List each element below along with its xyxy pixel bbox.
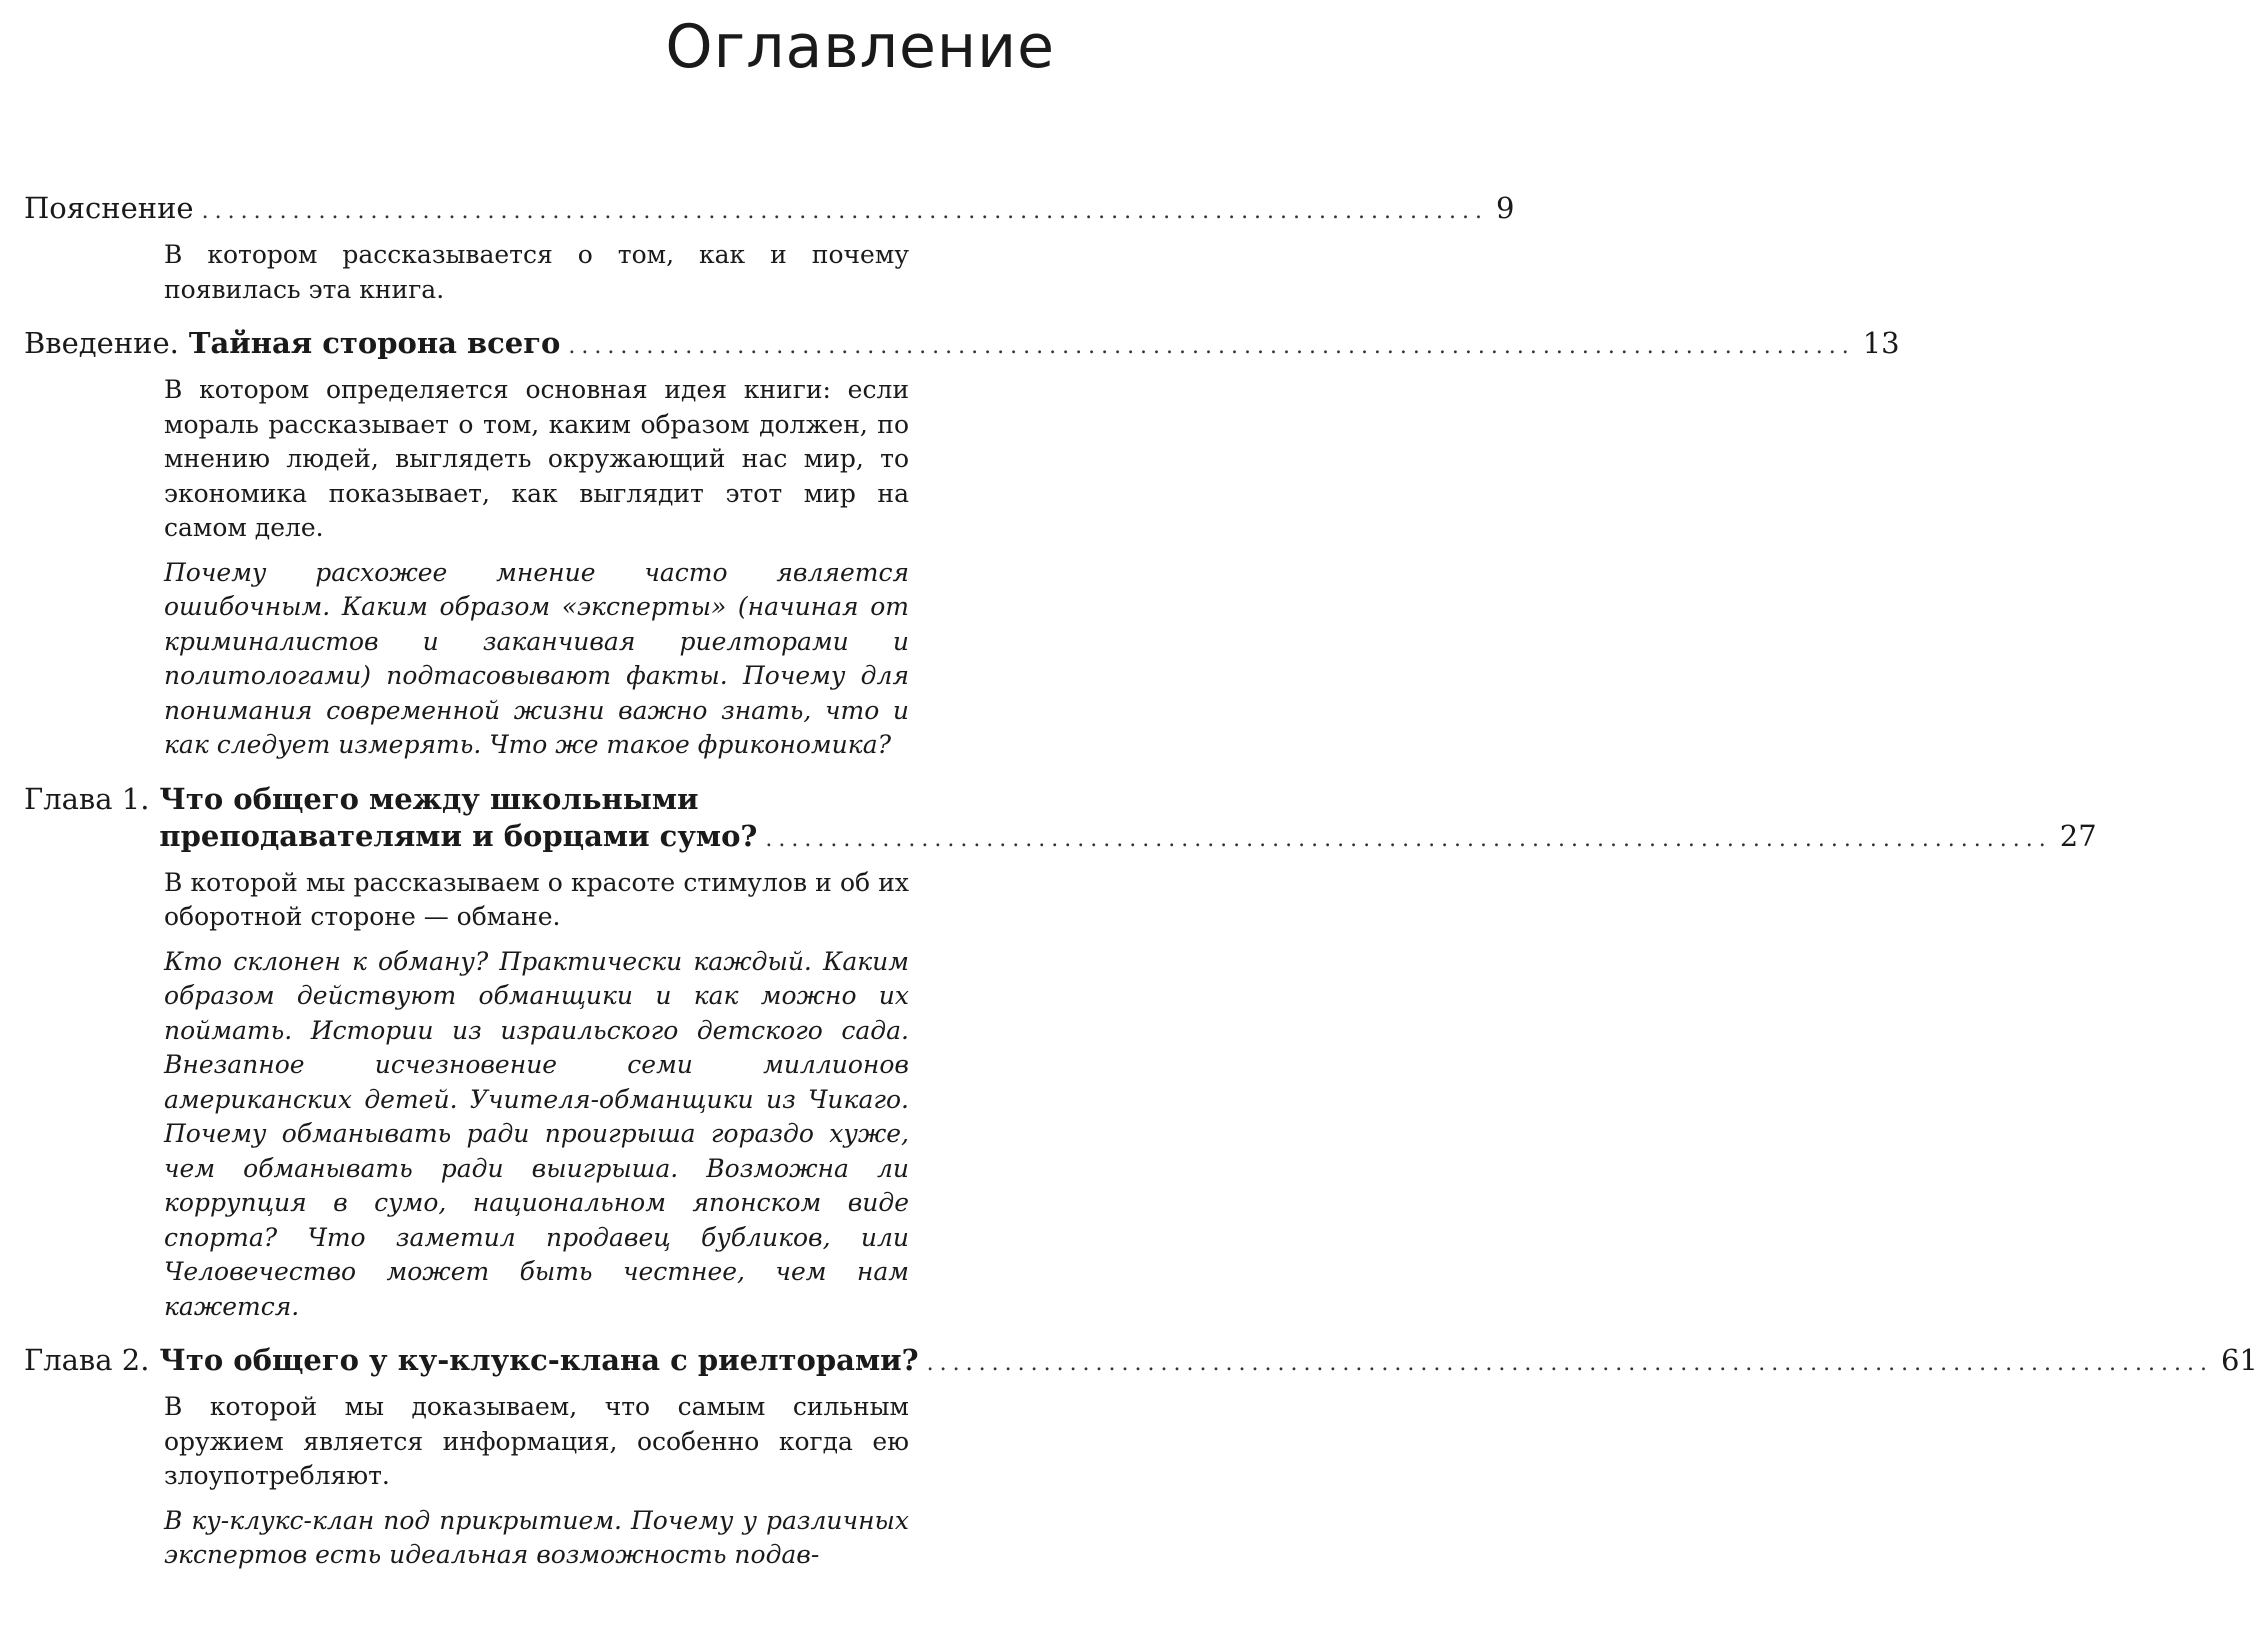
- toc-entry-preface: [24, 190, 1515, 307]
- toc-entry-label: Глава 1.: [24, 781, 150, 816]
- toc-entry-heading[interactable]: [24, 190, 1515, 230]
- toc-title-text: Что общего у ку-клукс-клана с риелторами?: [159, 1343, 919, 1377]
- toc-title-line: [188, 325, 1900, 365]
- toc-entry-chapter-2: [24, 1342, 2258, 1573]
- dot-leader: ...................................................................................................: [926, 1351, 2213, 1376]
- toc-entry-introduction: [24, 325, 1900, 763]
- toc-title-line: [159, 818, 2097, 858]
- toc-entry-summary: В которой мы рассказываем о красоте стимулов и об их оборотной стороне — обмане.: [164, 867, 909, 931]
- toc-entry-label: Введение.: [24, 326, 179, 360]
- toc-page-number: 13: [1862, 326, 1900, 360]
- toc-entry-chapter-1: [24, 781, 2097, 1325]
- toc-page-number: 27: [2059, 818, 2097, 853]
- page-title: Оглавление: [665, 12, 1055, 82]
- toc-entry-title: [188, 325, 1900, 365]
- toc-entry-description: [164, 238, 909, 307]
- toc-entry-details: Кто склонен к обману? Практически каждый. Каким образом действуют обманщики и как можно их поймать. Истории из израильского детского сада. Внезапное исчезновение семи миллионов американских детей. Учителя-обманщики из Чикаго. Почему обманывать ради проигрыша гораздо хуже, чем обманывать ради выигрыша. Возможна ли коррупция в сумо, национальном японском виде спорта? Что заметил продавец бубликов, или Человечество может быть честнее, чем нам кажется.: [164, 946, 909, 1321]
- table-of-contents: [24, 190, 2258, 1591]
- toc-title-line: [159, 1342, 2258, 1382]
- dot-leader: ...................................................................................................: [765, 826, 2052, 852]
- toc-entry-title: [159, 1342, 2258, 1382]
- toc-page-number: 61: [2220, 1343, 2258, 1377]
- toc-title-line: [159, 781, 1055, 818]
- toc-title-text: преподавателями и борцами сумо?: [159, 818, 758, 853]
- toc-entry-description: [164, 866, 909, 1325]
- toc-title-text: Что общего между школьными: [159, 781, 699, 816]
- toc-entry-heading[interactable]: [24, 325, 1900, 365]
- toc-entry-description: [164, 1390, 909, 1573]
- toc-entry-heading[interactable]: [24, 781, 2097, 858]
- toc-entry-summary: В которой мы доказываем, что самым сильным оружием является информация, особенно когда ею злоупотребляют.: [164, 1392, 909, 1490]
- toc-page-number: 9: [1495, 191, 1515, 225]
- toc-entry-summary: В котором определяется основная идея книги: если мораль рассказывает о том, каким образом должен, по мнению людей, выглядеть окружающий нас мир, то экономика показывает, как выглядит этот мир на самом деле.: [164, 375, 909, 542]
- toc-entry-title: [159, 781, 2097, 858]
- toc-entry-label: Пояснение: [24, 191, 194, 225]
- toc-title-text: Тайная сторона всего: [188, 326, 561, 360]
- toc-entry-heading[interactable]: [24, 1342, 2258, 1382]
- toc-entry-details: В ку-клукс-клан под прикрытием. Почему у различных экспертов есть идеальная возможность подав-: [164, 1505, 909, 1569]
- dot-leader: ...................................................................................................: [201, 199, 1488, 224]
- toc-entry-label: Глава 2.: [24, 1343, 150, 1377]
- toc-entry-description: [164, 373, 909, 763]
- toc-entry-summary: В котором рассказывается о том, как и почему появилась эта книга.: [164, 240, 909, 304]
- dot-leader: ...................................................................................................: [568, 334, 1855, 359]
- toc-entry-details: Почему расхожее мнение часто является ошибочным. Каким образом «эксперты» (начиная от криминалистов и заканчивая риелторами и политологами) подтасовывают факты. Почему для понимания современной жизни важно знать, что и как следует измерять. Что же такое фрикономика?: [164, 557, 909, 759]
